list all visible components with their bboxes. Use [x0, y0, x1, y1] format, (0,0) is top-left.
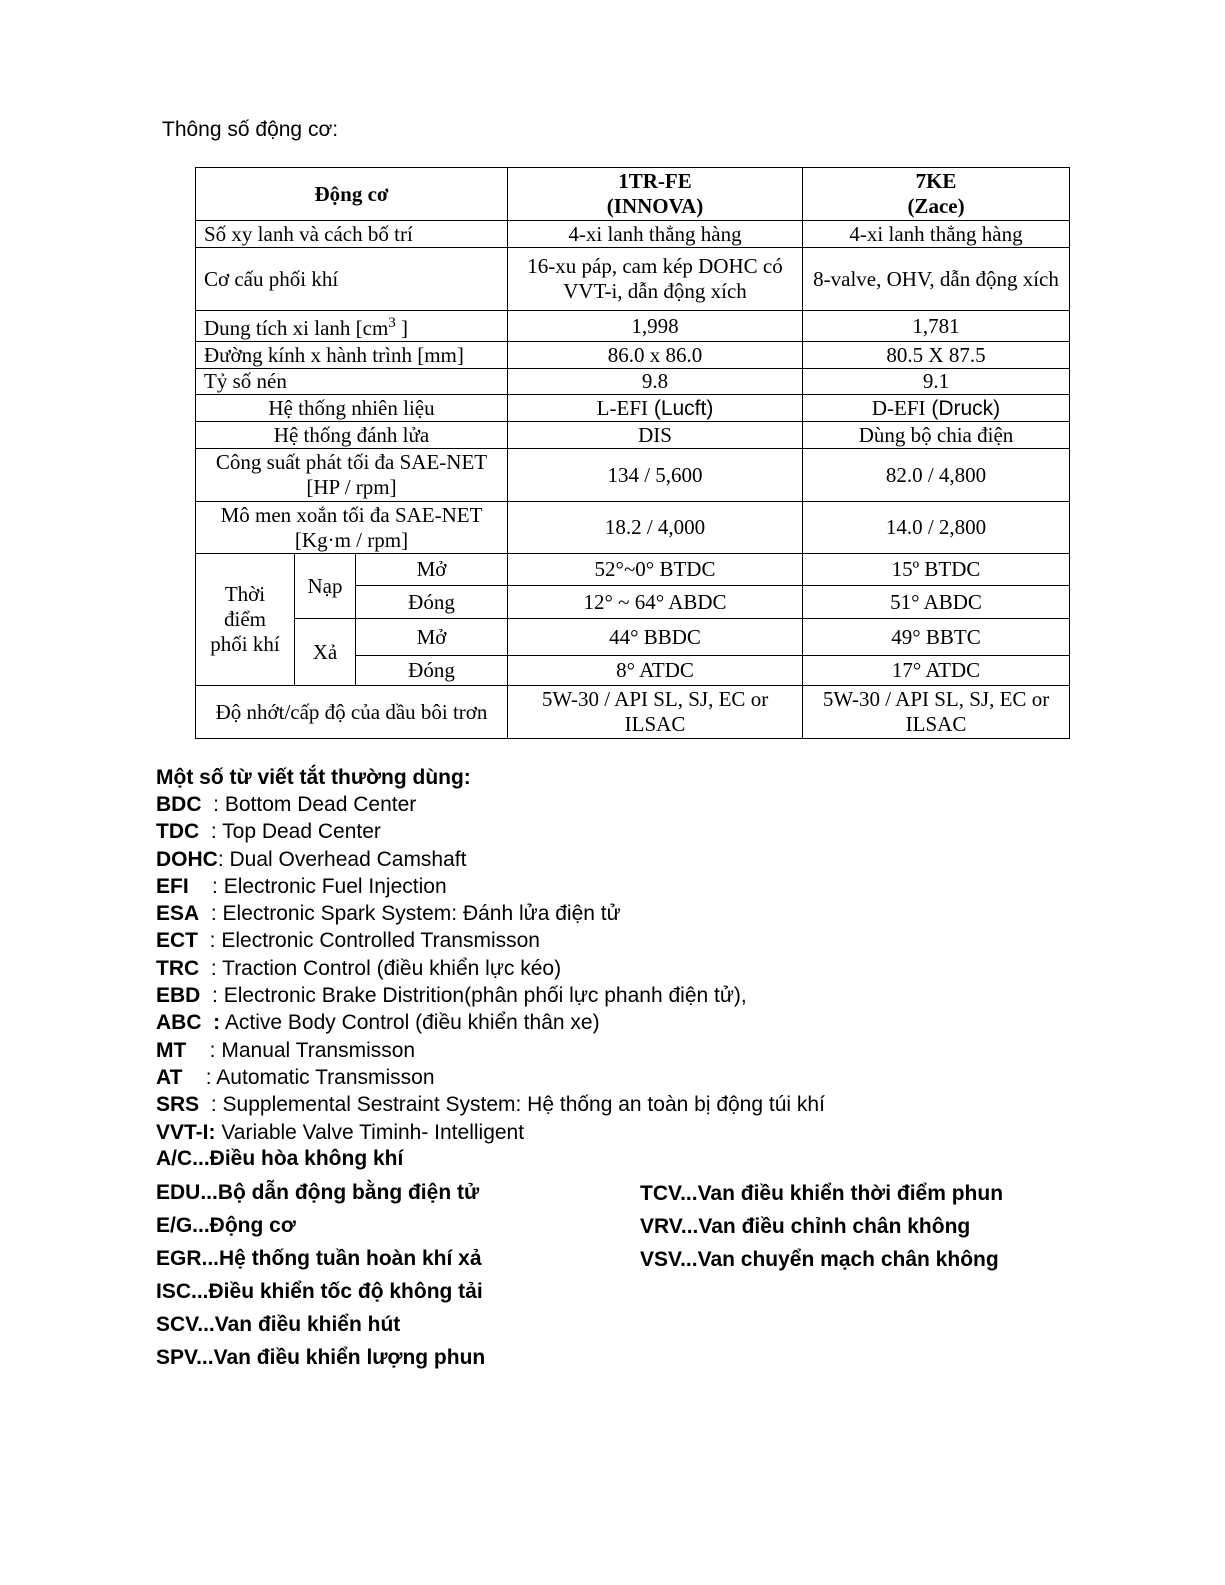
row-label: Cơ cấu phối khí: [196, 248, 508, 311]
row-label: Số xy lanh và cách bố trí: [196, 221, 508, 248]
row-label: Công suất phát tối đa SAE-NET [HP / rpm]: [196, 449, 508, 502]
timing-row: [196, 554, 1070, 586]
table-row: [196, 311, 1070, 342]
value-7ke: 15º BTDC: [803, 554, 1070, 586]
value-1trfe: 134 / 5,600: [508, 449, 803, 502]
abbreviation-item: VVT-I: Variable Valve Timinh- Intelligent: [156, 1120, 525, 1144]
table-row: [196, 221, 1070, 248]
engine-spec-table: [195, 167, 1070, 739]
value-7ke: 5W-30 / API SL, SJ, EC or ILSAC: [803, 686, 1070, 739]
value-1trfe: 4-xi lanh thẳng hàng: [508, 221, 803, 248]
abbreviation-item: AT : Automatic Transmisson: [156, 1065, 435, 1089]
table-row: [196, 342, 1070, 369]
value-1trfe: 1,998: [508, 311, 803, 342]
value-7ke: 4-xi lanh thẳng hàng: [803, 221, 1070, 248]
table-row: [196, 248, 1070, 311]
abbreviation-bold-item: SCV...Van điều khiển hút: [156, 1313, 401, 1336]
value-7ke: 8-valve, OHV, dẫn động xích: [803, 248, 1070, 311]
table-row: [196, 686, 1070, 739]
abbreviation-bold-item: VRV...Van điều chỉnh chân không: [640, 1215, 971, 1238]
value-7ke: Dùng bộ chia điện: [803, 422, 1070, 449]
close-label: Đóng: [356, 656, 508, 686]
abbreviation-bold-item: SPV...Van điều khiển lượng phun: [156, 1346, 486, 1369]
row-label: Tỷ số nén: [196, 369, 508, 395]
abbreviation-item: SRS : Supplemental Sestraint System: Hệ thống an toàn bị động túi khí: [156, 1093, 825, 1117]
row-label: Đường kính x hành trình [mm]: [196, 342, 508, 369]
abbreviation-item: TRC : Traction Control (điều khiển lực kéo): [156, 956, 562, 980]
row-label: Hệ thống đánh lửa: [196, 422, 508, 449]
value-7ke: 14.0 / 2,800: [803, 502, 1070, 554]
abbreviation-bold-list-right: [640, 1177, 1003, 1276]
page-title: Thông số động cơ:: [162, 118, 339, 141]
row-label: Hệ thống nhiên liệu: [196, 395, 508, 422]
value-7ke: 82.0 / 4,800: [803, 449, 1070, 502]
valve-timing-label: Thời điểm phối khí: [196, 554, 295, 686]
value-7ke: D-EFI (Druck): [803, 395, 1070, 422]
value-1trfe: 12° ~ 64° ABDC: [508, 586, 803, 619]
value-7ke: 49° BBTC: [803, 619, 1070, 656]
value-7ke: 17° ATDC: [803, 656, 1070, 686]
header-engine-label: Động cơ: [196, 168, 508, 221]
abbreviation-item: TDC : Top Dead Center: [156, 820, 381, 844]
abbreviation-item: ESA : Electronic Spark System: Đánh lửa điện tử: [156, 902, 621, 926]
abbreviation-item: ABC : Active Body Control (điều khiển thân xe): [156, 1011, 600, 1035]
abbreviation-list: [156, 764, 825, 1146]
value-1trfe: 5W-30 / API SL, SJ, EC or ILSAC: [508, 686, 803, 739]
value-1trfe: 44° BBDC: [508, 619, 803, 656]
abbreviation-bold-list-left: [156, 1146, 485, 1374]
header-1trfe: 1TR-FE (INNOVA): [508, 168, 803, 221]
abbreviation-item: DOHC: Dual Overhead Camshaft: [156, 847, 467, 871]
row-label: Mô men xoắn tối đa SAE-NET [Kg·m / rpm]: [196, 502, 508, 554]
table-row: [196, 502, 1070, 554]
abbreviation-item: MT : Manual Transmisson: [156, 1038, 416, 1062]
close-label: Đóng: [356, 586, 508, 619]
abbreviation-bold-item: EDU...Bộ dẫn động bằng điện tử: [156, 1181, 480, 1204]
row-label: Độ nhớt/cấp độ của dầu bôi trơn: [196, 686, 508, 739]
table-row: [196, 369, 1070, 395]
value-7ke: 9.1: [803, 369, 1070, 395]
value-1trfe: L-EFI (Lucft): [508, 395, 803, 422]
header-7ke: 7KE (Zace): [803, 168, 1070, 221]
abbreviation-bold-item: ISC...Điều khiển tốc độ không tải: [156, 1280, 483, 1303]
abbreviation-item: BDC : Bottom Dead Center: [156, 793, 417, 816]
value-1trfe: 8° ATDC: [508, 656, 803, 686]
row-label: Dung tích xi lanh [$cm^3$ ]: [196, 311, 508, 342]
value-1trfe: 9.8: [508, 369, 803, 395]
abbreviation-title: Một số từ viết tắt thường dùng:: [156, 766, 471, 789]
abbreviation-bold-item: EGR...Hệ thống tuần hoàn khí xả: [156, 1247, 482, 1270]
exhaust-label: Xả: [295, 619, 356, 686]
value-1trfe: 18.2 / 4,000: [508, 502, 803, 554]
timing-row: [196, 619, 1070, 656]
abbreviation-bold-item: A/C...Điều hòa không khí: [156, 1147, 404, 1170]
table-row: [196, 395, 1070, 422]
value-1trfe: DIS: [508, 422, 803, 449]
table-header-row: [196, 168, 1070, 221]
table-row: [196, 422, 1070, 449]
value-1trfe: 52°~0° BTDC: [508, 554, 803, 586]
abbreviation-item: EFI : Electronic Fuel Injection: [156, 874, 447, 898]
abbreviation-bold-item: VSV...Van chuyển mạch chân không: [640, 1248, 999, 1271]
open-label: Mở: [356, 554, 508, 586]
value-1trfe: 16-xu páp, cam kép DOHC có VVT-i, dẫn động xích: [508, 248, 803, 311]
open-label: Mở: [356, 619, 508, 656]
table-row: [196, 449, 1070, 502]
value-7ke: 1,781: [803, 311, 1070, 342]
abbreviation-item: ECT : Electronic Controlled Transmisson: [156, 929, 540, 953]
abbreviation-bold-item: TCV...Van điều khiển thời điểm phun: [640, 1182, 1004, 1205]
intake-label: Nạp: [295, 554, 356, 619]
abbreviation-item: EBD : Electronic Brake Distrition(phân phối lực phanh điện tử),: [156, 984, 747, 1008]
value-7ke: 51° ABDC: [803, 586, 1070, 619]
abbreviation-bold-item: E/G...Động cơ: [156, 1214, 296, 1237]
value-7ke: 80.5 X 87.5: [803, 342, 1070, 369]
value-1trfe: 86.0 x 86.0: [508, 342, 803, 369]
